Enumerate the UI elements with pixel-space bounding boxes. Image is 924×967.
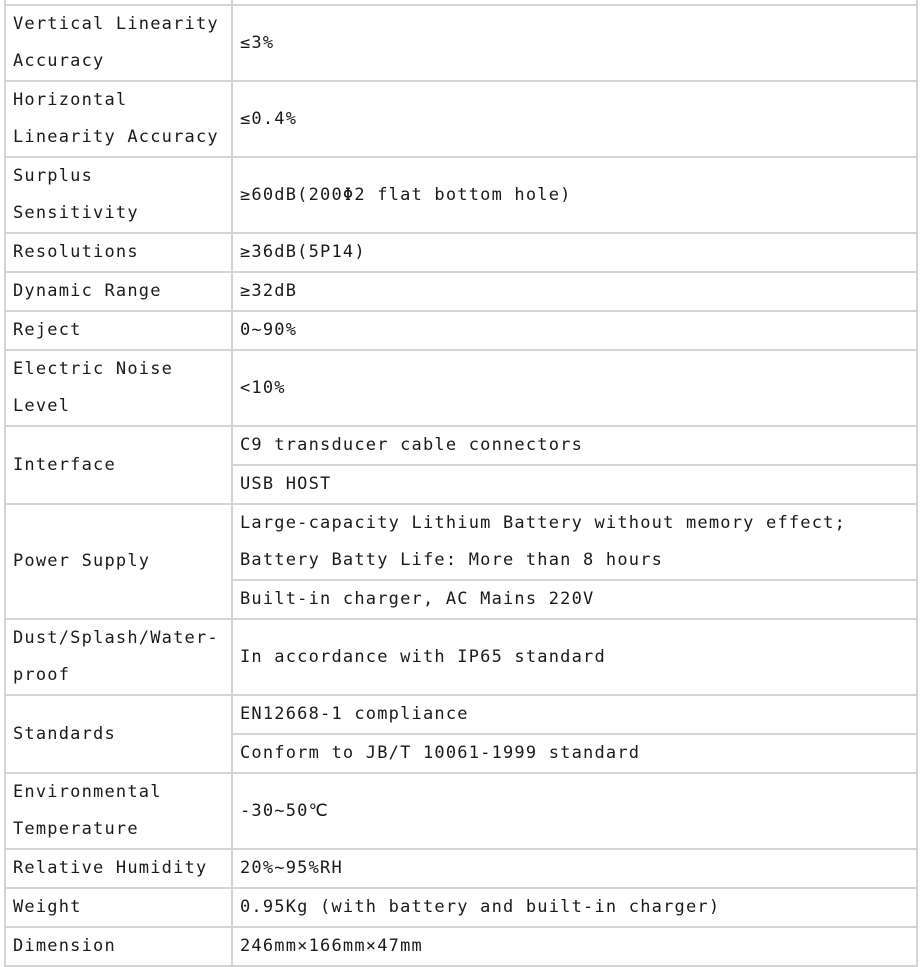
spec-value: In accordance with IP65 standard <box>240 646 606 667</box>
table-row <box>5 888 917 927</box>
spec-value: ≥32dB <box>240 281 298 301</box>
spec-value-cell <box>232 272 917 311</box>
table-row <box>5 5 917 81</box>
table-row <box>5 695 917 734</box>
spec-value: 0.95Kg (with battery and built-in charger) <box>240 897 721 917</box>
spec-value: ≤0.4% <box>240 108 298 129</box>
spec-value-cell <box>232 927 917 966</box>
spec-value: ≥60dB(200Φ2 flat bottom hole) <box>240 184 572 205</box>
spec-value-cell <box>232 695 917 734</box>
table-row <box>5 504 917 580</box>
spec-value: ≥36dB(5P14) <box>240 242 366 262</box>
spec-value-cell <box>232 580 917 619</box>
table-row <box>5 272 917 311</box>
spec-value: 20%~95%RH <box>240 858 343 878</box>
table-row <box>5 619 917 695</box>
spec-value: Large-capacity Lithium Battery without memory effect; <box>240 513 847 533</box>
spec-value-cell <box>232 233 917 272</box>
table-row <box>5 157 917 233</box>
spec-value-cell <box>232 5 917 81</box>
spec-label: Dust/Splash/Water-proof <box>5 619 232 695</box>
spec-value-cell <box>232 734 917 773</box>
spec-table <box>4 0 918 967</box>
spec-label: Surplus Sensitivity <box>5 157 232 233</box>
spec-label: Interface <box>5 426 232 504</box>
spec-label: Power Supply <box>5 504 232 619</box>
spec-value: <10% <box>240 377 286 398</box>
spec-value: EN12668-1 compliance <box>240 704 469 724</box>
spec-value-cell <box>232 773 917 849</box>
table-row <box>5 849 917 888</box>
spec-label: Vertical Linearity Accuracy <box>5 5 232 81</box>
spec-value-cell <box>232 619 917 695</box>
spec-label: Resolutions <box>5 233 232 272</box>
spec-value: 246mm×166mm×47mm <box>240 936 423 956</box>
spec-label: Environmental Temperature <box>5 773 232 849</box>
spec-value: USB HOST <box>240 474 332 494</box>
spec-value-cell <box>232 465 917 504</box>
spec-value-cell <box>232 504 917 580</box>
spec-value-cell <box>232 426 917 465</box>
table-row <box>5 81 917 157</box>
spec-value-cell <box>232 81 917 157</box>
table-row <box>5 350 917 426</box>
spec-label: Reject <box>5 311 232 350</box>
spec-value-cell <box>232 888 917 927</box>
spec-label: Horizontal Linearity Accuracy <box>5 81 232 157</box>
spec-label: Dimension <box>5 927 232 966</box>
spec-value-cell <box>232 311 917 350</box>
spec-value: ≤3% <box>240 32 275 53</box>
table-row <box>5 233 917 272</box>
spec-label: Relative Humidity <box>5 849 232 888</box>
spec-label: Electric Noise Level <box>5 350 232 426</box>
spec-label: Standards <box>5 695 232 773</box>
spec-value: C9 transducer cable connectors <box>240 435 584 455</box>
spec-value: Conform to JB/T 10061-1999 standard <box>240 743 641 763</box>
spec-value: Built-in charger, AC Mains 220V <box>240 589 595 609</box>
spec-value: -30~50℃ <box>240 800 329 821</box>
spec-value: 0~90% <box>240 320 298 340</box>
spec-table-body <box>5 0 917 966</box>
table-row <box>5 426 917 465</box>
spec-value-cell <box>232 849 917 888</box>
table-row <box>5 927 917 966</box>
spec-value-cell <box>232 157 917 233</box>
spec-value: Battery Batty Life: More than 8 hours <box>240 550 664 570</box>
spec-value-cell <box>232 350 917 426</box>
spec-label: Weight <box>5 888 232 927</box>
table-row <box>5 311 917 350</box>
spec-label: Dynamic Range <box>5 272 232 311</box>
table-row <box>5 773 917 849</box>
